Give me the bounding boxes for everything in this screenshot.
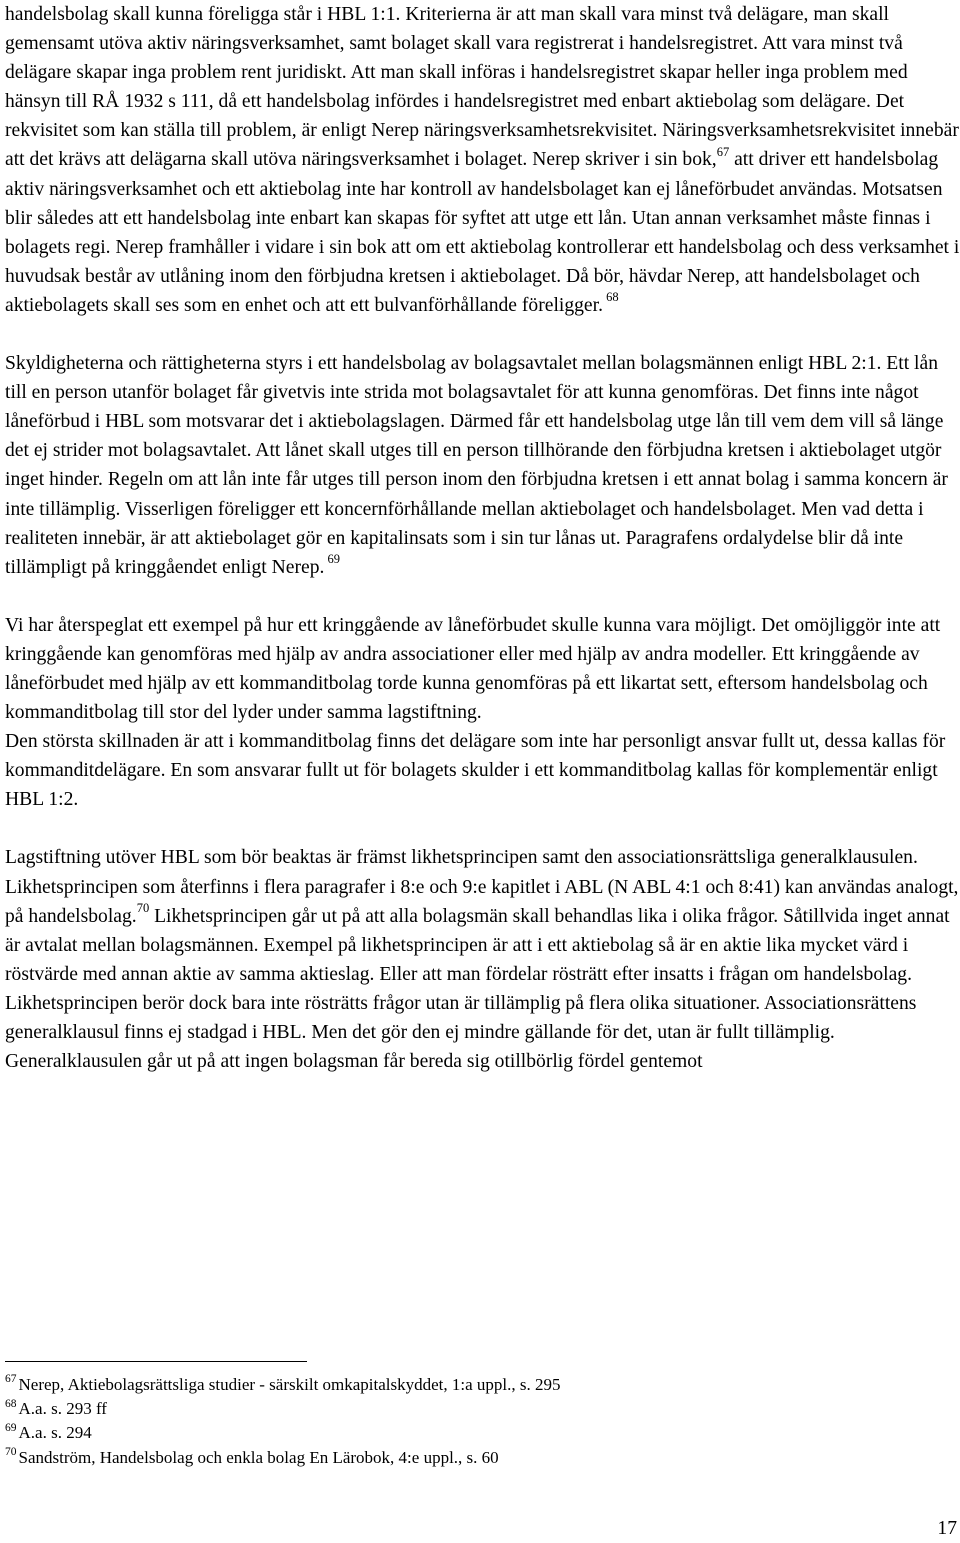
paragraph-text: Den största skillnaden är att i kommanditbolag finns det delägare som inte har personligt ansvar fullt ut, dessa kallas för kommanditdelägare. En som ansvarar fullt ut för bolagets skulder i ett kommanditbolag kallas för komplementär enligt HBL 1:2. xyxy=(5,731,946,811)
paragraph-text: att driver ett handelsbolag aktiv näringsverksamhet och ett aktiebolag inte har kontroll av handelsbolaget kan ej låneförbudet användas. Motsatsen blir således att ett handelsbolag inte enbart kan skapas för syftet att utge ett lån. Utan annan verksamhet måste finnas i bolagets regi. Nerep framhåller i vidare i sin bok att om ett aktiebolag kontrollerar ett handelsbolag och dess verksamhet i huvudsak består av utlåning inom den förbjudna kretsen i aktiebolaget. Då bör, hävdar Nerep, att handelsbolaget och aktiebolagets skall ses som en enhet och att ett bulvanförhållande föreligger. xyxy=(5,149,960,316)
footnote-reference: 68 xyxy=(602,290,619,305)
paragraph-spacer xyxy=(5,320,960,349)
footnote-number: 70 xyxy=(5,1445,17,1458)
footnote-number: 69 xyxy=(5,1421,17,1434)
footnote-text: A.a. s. 293 ff xyxy=(18,1399,107,1419)
paragraph-text: Likhetsprincipen går ut på att alla bolagsmän skall behandlas lika i olika frågor. Såtillvida inget annat är avtalat mellan bolagsmännen. Exempel på likhetsprincipen är att i ett aktiebolag så är en aktie lika mycket värd i röstvärde med annan aktie av samma aktieslag. Eller att man fördelar rösträtt efter insatts i frågan om handelsbolag. Likhetsprincipen berör dock bara inte rösträtts frågor utan är tillämplig på flera olika situationer. Associationsrättens generalklausul finns ej stadgad i HBL. Men det gör den ej mindre gällande för det, utan är fullt tillämplig. Generalklausulen går ut på att ingen bolagsman får bereda sig otillbörlig fördel gentemot xyxy=(5,905,950,1073)
paragraph-text: handelsbolag skall kunna föreligga står i HBL 1:1. Kriterierna är att man skall vara minst två delägare, man skall gemensamt utöva aktiv näringsverksamhet, samt bolaget skall vara registrerat i handelsregistret. Att vara minst två delägare skapar inga problem rent juridiskt. Att man skall införas i handelsregistret skapar heller inga problem med hänsyn till RÅ 1932 s 111, då ett handelsbolag infördes i handelsregistret med enbart aktiebolag som delägare. Det rekvisitet som kan ställa till problem, är enligt Nerep näringsverksamhetsrekvisitet. Näringsverksamhetsrekvisitet innebär att det krävs att delägarna skall utöva näringsverksamhet i bolaget. Nerep skriver i sin bok, xyxy=(5,4,959,171)
footnote-text: Sandström, Handelsbolag och enkla bolag En Lärobok, 4:e uppl., s. 60 xyxy=(18,1447,499,1467)
paragraph xyxy=(5,349,960,582)
paragraph-text: Lagstiftning utöver HBL som bör beaktas är främst likhetsprincipen samt den associationsrättsliga generalklausulen. Likhetsprincipen som återfinns i flera paragrafer i 8:e och 9:e kapitlet i ABL (N ABL 4:1 och 8:41) kan användas analogt, på handelsbolag. xyxy=(5,847,959,927)
paragraph-text: Vi har återspeglat ett exempel på hur ett kringgående av låneförbudet skulle kunna vara möjligt. Det omöjliggör inte att kringgående kan genomföras med hjälp av andra associationer eller med hjälp av andra modeller. Ett kringgående av låneförbudet med hjälp av ett kommanditbolag torde kunna genomföras på ett likartat sett, eftersom handelsbolag och kommanditbolag till stor del lyder under samma lagstiftning. xyxy=(5,614,941,724)
footnote xyxy=(5,1446,955,1470)
paragraph xyxy=(5,611,960,727)
paragraph xyxy=(5,727,960,814)
paragraph xyxy=(5,0,960,320)
footnote xyxy=(5,1373,955,1397)
footnote-reference: 70 xyxy=(136,901,150,916)
page-number: 17 xyxy=(937,1518,957,1539)
footnote-reference: 69 xyxy=(324,552,341,567)
footnotes xyxy=(5,1373,955,1470)
footnote xyxy=(5,1421,955,1445)
body-text xyxy=(5,0,960,1076)
paragraph-text: Skyldigheterna och rättigheterna styrs i ett handelsbolag av bolagsavtalet mellan bolagsmännen enligt HBL 2:1. Ett lån till en person utanför bolaget får givetvis inte strida mot bolagsavtalet för att kunna genomföras. Det finns inte något låneförbud i HBL som motsvarar det i aktiebolagslagen. Därmed får ett handelsbolag utge lån till vem dem vill så länge det ej strider mot bolagsavtalet. Att lånet skall utges till en person tillhörande den förbjudna kretsen i aktiebolaget utgör inget hinder. Regeln om att lån inte får utges till person inom den förbjudna kretsen i ett annat bolag i samma koncern är inte tillämplig. Visserligen föreligger ett koncernförhållande mellan aktiebolaget och handelsbolaget. Men vad detta i realiteten innebär, är att aktiebolaget gör en kapitalinsats som i sin tur lånas ut. Paragrafens ordalydelse blir då inte tillämpligt på kringgåendet enligt Nerep. xyxy=(5,353,948,578)
footnote xyxy=(5,1397,955,1421)
footnote-number: 68 xyxy=(5,1397,17,1410)
paragraph-spacer xyxy=(5,582,960,611)
footnote-text: Nerep, Aktiebolagsrättsliga studier - särskilt omkapitalskyddet, 1:a uppl., s. 295 xyxy=(18,1375,561,1394)
document-page xyxy=(5,0,960,1076)
footnote-number: 67 xyxy=(5,1373,17,1386)
paragraph xyxy=(5,843,960,1076)
footnote-text: A.a. s. 294 xyxy=(18,1423,92,1443)
footnote-reference: 67 xyxy=(716,144,730,159)
paragraph-spacer xyxy=(5,814,960,843)
footnote-divider xyxy=(5,1361,307,1362)
